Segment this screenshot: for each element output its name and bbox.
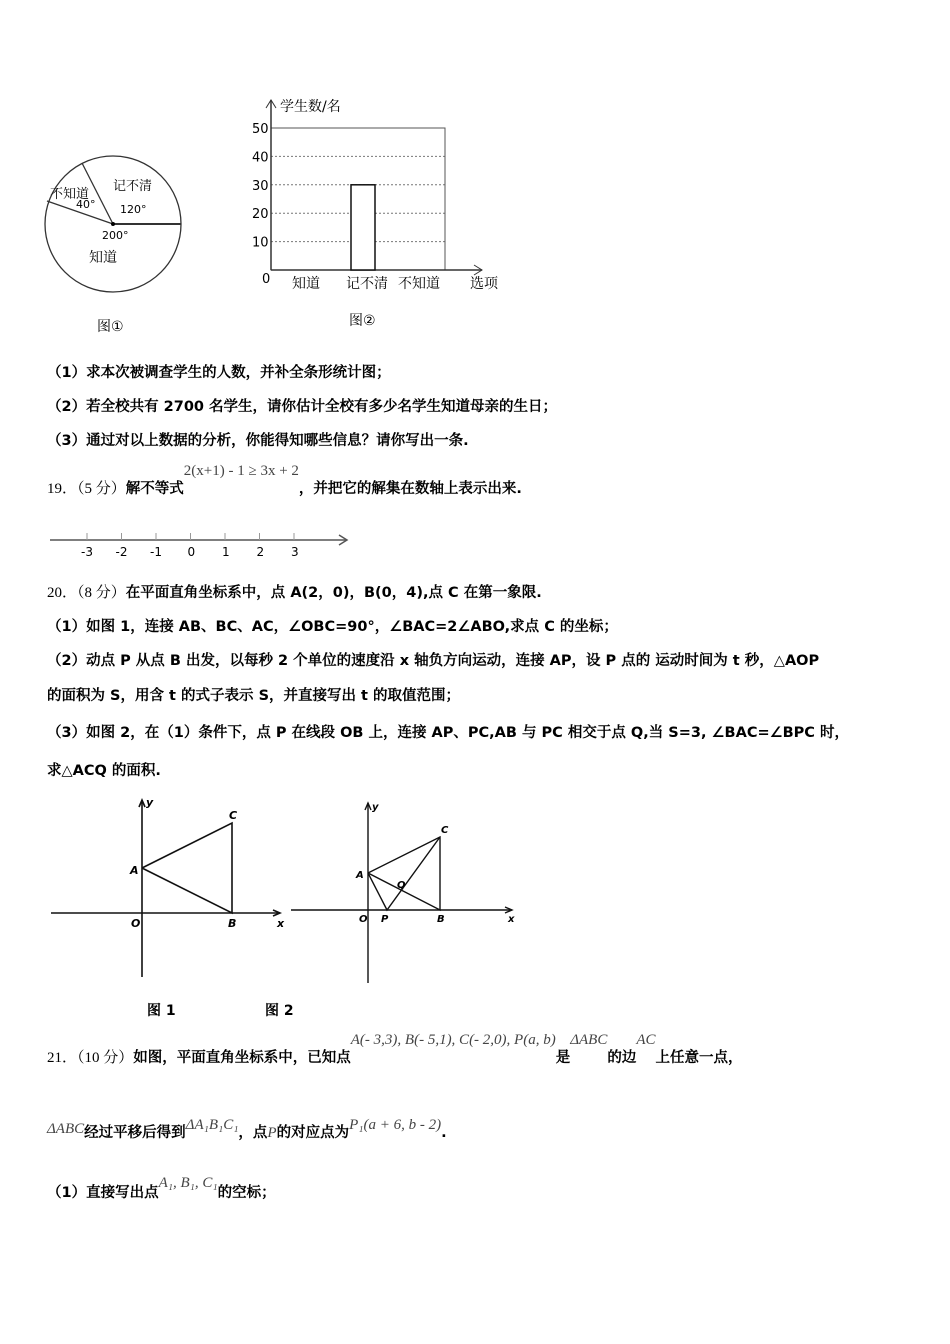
- fig2-Q: Q: [397, 880, 406, 891]
- fig2-y: y: [372, 802, 379, 813]
- q21-text5: 经过平移后得到: [84, 1125, 186, 1141]
- q21-text3: 的边: [607, 1050, 637, 1066]
- q21-text2: 是: [555, 1050, 571, 1066]
- q21-text4: 上任意一点，: [655, 1050, 743, 1066]
- number-line: [50, 535, 347, 545]
- y-tick-label: 30: [252, 178, 269, 194]
- fig1-caption: 图 1: [147, 1003, 176, 1019]
- x-tick-buzhidao: 不知道: [398, 276, 440, 292]
- q21-part1-text: （1）直接写出点: [47, 1185, 159, 1201]
- fig2-C: C: [441, 825, 449, 836]
- number-line-label: 2: [256, 545, 265, 559]
- number-line-label: -2: [115, 545, 128, 559]
- q21-point-p: P: [267, 1125, 277, 1141]
- q20-text: 在平面直角坐标系中，点 A(2，0)，B(0，4),点 C 在第一象限.: [125, 585, 542, 601]
- q20-stem: [47, 581, 542, 602]
- q19: [47, 463, 522, 498]
- pie-caption: 图①: [97, 319, 124, 335]
- q21-number: 21．（10 分）: [47, 1050, 134, 1066]
- q18-part2: （2）若全校共有 2700 名学生，请你估计全校有多少名学生知道母亲的生日；: [47, 399, 558, 415]
- number-line-label: 0: [187, 545, 196, 559]
- fig1-B: B: [228, 917, 237, 930]
- q20-part2a: （2）动点 P 从点 B 出发，以每秒 2 个单位的速度沿 x 轴负方向运动，连接 AP，设 P 点的 运动时间为 t 秒，△AOP: [47, 653, 820, 669]
- q21-part1-suffix: 的空标；: [217, 1185, 276, 1201]
- number-line-label: 1: [222, 545, 230, 559]
- fig1-y: y: [146, 796, 154, 809]
- q21-text8: .: [441, 1125, 447, 1141]
- q21-triangle2: ΔABC: [47, 1121, 85, 1137]
- q21-point-p1: P₁(a + 6, b - 2): [349, 1117, 442, 1133]
- q21-stem2: [47, 1117, 447, 1142]
- q21-part1-points: A₁, B₁, C₁: [158, 1175, 218, 1191]
- fig2-caption: 图 2: [265, 1003, 294, 1019]
- y-tick-label: 0: [262, 272, 271, 287]
- y-axis-label: 学生数/名: [280, 99, 341, 115]
- fig2-P: P: [381, 914, 389, 925]
- q19-formula: 2(x+1) - 1 ≥ 3x + 2: [183, 463, 299, 479]
- q21-part1: [47, 1175, 276, 1202]
- q21-triangle: ΔABC: [570, 1032, 608, 1048]
- pie-angle-40: 40°: [76, 198, 96, 211]
- q21-points: A(- 3,3), B(- 5,1), C(- 2,0), P(a, b): [350, 1032, 556, 1048]
- figure-1: [51, 800, 280, 977]
- figure-2: [291, 803, 512, 983]
- x-axis-label: 选项: [470, 276, 498, 292]
- x-tick-jibuqing: 记不清: [346, 276, 388, 292]
- q20-number: 20．（8 分）: [47, 585, 126, 601]
- q19-suffix: ，并把它的解集在数轴上表示出来.: [298, 481, 522, 497]
- fig2-O: O: [359, 914, 368, 925]
- bar-记不清: [351, 185, 375, 270]
- fig2-B: B: [437, 914, 445, 925]
- y-tick-label: 20: [252, 207, 269, 223]
- x-tick-zhidao: 知道: [292, 276, 320, 292]
- q21-text1: 如图，平面直角坐标系中，已知点: [133, 1050, 351, 1066]
- q21-side-ac: AC: [636, 1032, 656, 1048]
- fig2-A: A: [356, 870, 364, 881]
- number-line-label: 3: [291, 545, 299, 559]
- q21-triangle3: ΔA₁B₁C₁: [185, 1117, 239, 1133]
- pie-label-jibuqing: 记不清: [113, 179, 153, 194]
- fig2-x: x: [508, 914, 515, 925]
- q20-part3b: 求△ACQ 的面积.: [47, 763, 161, 779]
- fig1-O: O: [131, 917, 141, 930]
- number-line-label: -1: [150, 545, 162, 559]
- q18-part1: （1）求本次被调查学生的人数，并补全条形统计图；: [47, 365, 391, 381]
- bar-chart: [252, 100, 482, 287]
- q20-part3a: （3）如图 2，在（1）条件下，点 P 在线段 OB 上，连接 AP、PC,AB 与 PC 相交于点 Q,当 S=3, ∠BAC=∠BPC 时，: [47, 725, 849, 741]
- q20-part1: （1）如图 1，连接 AB、BC、AC，∠OBC=90°，∠BAC=2∠ABO,求点 C 的坐标；: [47, 619, 618, 635]
- q21-text7: 的对应点为: [276, 1125, 350, 1141]
- y-tick-label: 10: [252, 235, 269, 251]
- q19-prefix: 解不等式: [125, 481, 184, 497]
- fig1-x: x: [277, 917, 285, 930]
- fig1-A: A: [130, 864, 139, 877]
- y-tick-label: 50: [252, 122, 269, 137]
- q21-text6: ，点: [238, 1125, 268, 1141]
- pie-label-zhidao: 知道: [89, 250, 117, 266]
- number-line-label: -3: [81, 545, 93, 559]
- pie-label-buzhidao: 不知道: [50, 187, 90, 202]
- fig1-C: C: [229, 809, 238, 822]
- q20-part2b: 的面积为 S，用含 t 的式子表示 S，并直接写出 t 的取值范围；: [47, 688, 461, 704]
- pie-angle-200: 200°: [102, 229, 129, 242]
- y-tick-label: 40: [252, 150, 269, 166]
- pie-angle-120: 120°: [120, 203, 147, 216]
- q21-stem: [47, 1032, 743, 1067]
- q18-part3: （3）通过对以上数据的分析，你能得知哪些信息？请你写出一条.: [47, 433, 469, 449]
- q19-number: 19．（5 分）: [47, 481, 126, 497]
- bar-caption: 图②: [349, 313, 376, 329]
